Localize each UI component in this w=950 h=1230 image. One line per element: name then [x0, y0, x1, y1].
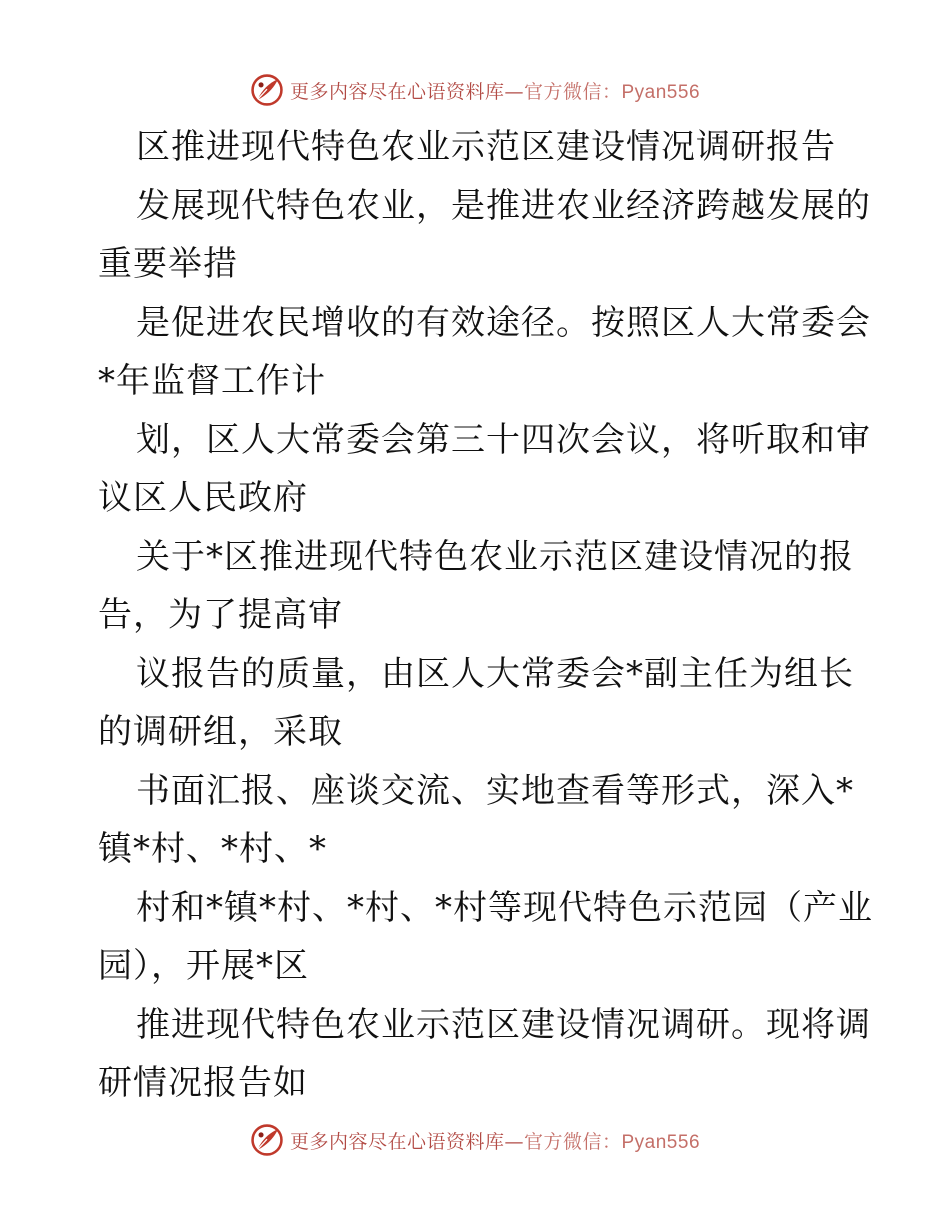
watermark-separator: — — [504, 80, 524, 103]
watermark-contact: 官方微信：Pyan556 — [524, 1131, 701, 1153]
paragraph-line: 村和*镇*村、*村、*村等现代特色示范园（产业 — [136, 887, 873, 928]
document-title-line: 区推进现代特色农业示范区建设情况调研报告 — [136, 127, 836, 167]
paragraph-line: 发展现代特色农业，是推进农业经济跨越发展的 — [136, 185, 871, 226]
watermark-brand: 更多内容尽在心语资料库 — [289, 1130, 505, 1153]
paragraph-line: *年监督工作计 — [98, 361, 326, 401]
paragraph-line: 划，区人大常委会第三十四次会议，将听取和审 — [136, 419, 871, 460]
paragraph-line: 研情况报告如 — [98, 1063, 308, 1103]
watermark-header — [0, 70, 950, 110]
watermark-contact: 官方微信：Pyan556 — [524, 81, 701, 103]
paragraph-line: 镇*村、*村、* — [98, 829, 327, 869]
watermark-footer — [0, 1120, 950, 1160]
paragraph-line: 议报告的质量，由区人大常委会*副主任为组长 — [136, 653, 854, 694]
feather-pen-logo-icon — [250, 1123, 284, 1157]
paragraph-line: 园），开展*区 — [98, 946, 309, 986]
paragraph-line: 议区人民政府 — [98, 478, 308, 518]
watermark-separator: — — [504, 1130, 524, 1153]
watermark-text — [290, 77, 700, 104]
paragraph-line: 关于*区推进现代特色农业示范区建设情况的报 — [136, 536, 854, 577]
watermark-text — [290, 1127, 700, 1154]
paragraph-line: 书面汇报、座谈交流、实地查看等形式，深入* — [136, 770, 854, 811]
feather-pen-logo-icon — [250, 73, 284, 107]
paragraph-line: 告，为了提高审 — [98, 595, 343, 635]
paragraph-line: 是促进农民增收的有效途径。按照区人大常委会 — [136, 302, 871, 343]
watermark-brand: 更多内容尽在心语资料库 — [289, 80, 505, 103]
paragraph-line: 推进现代特色农业示范区建设情况调研。现将调 — [136, 1004, 871, 1045]
document-body — [98, 118, 873, 1113]
paragraph-line: 重要举措 — [98, 244, 238, 284]
paragraph-line: 的调研组，采取 — [98, 712, 343, 752]
